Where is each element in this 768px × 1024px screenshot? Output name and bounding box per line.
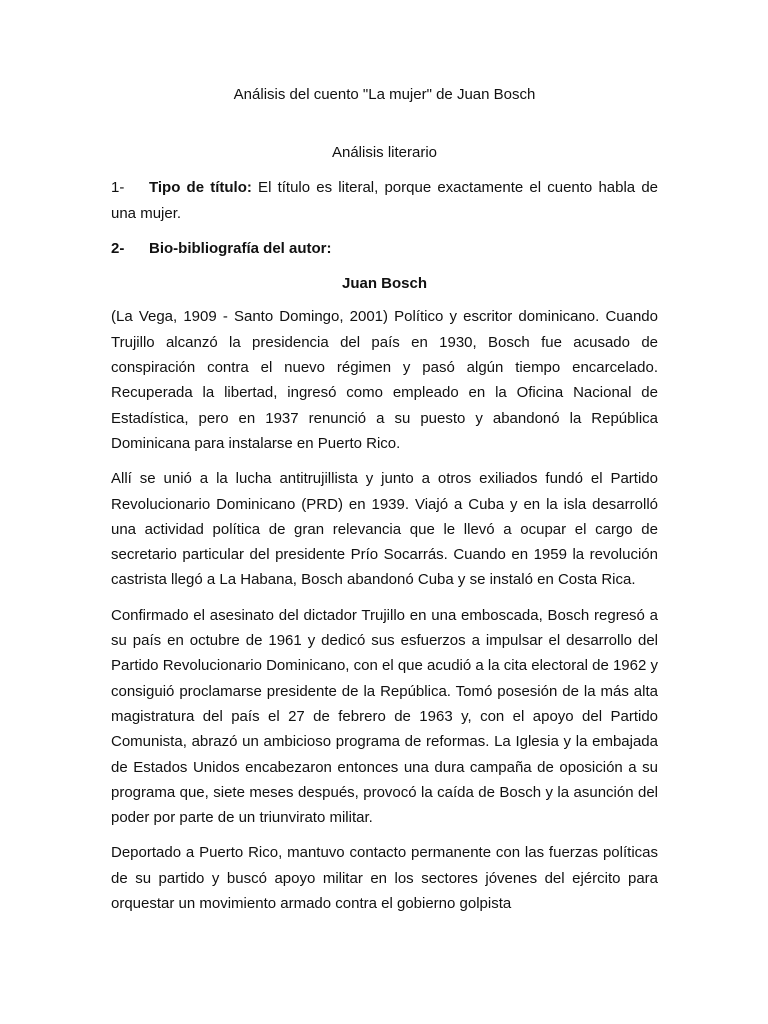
section-heading: Análisis literario [331, 144, 438, 161]
item-author-bio [111, 236, 658, 261]
item-label: Tipo de título: [149, 179, 252, 197]
document-body [111, 82, 658, 916]
item-text: El título es literal, porque exactamente el cuento habla de una mujer. [111, 179, 659, 222]
paragraph: Confirmado el asesinato del dictador Trujillo en una emboscada, Bosch regresó a su país en octubre de 1961 y dedicó sus esfuerzos a impulsar el desarrollo del Partido Revolucionario Dominicano, con el que acudió a la cita electoral de 1962 y consiguió proclamarse presidente de la República. Tomó posesión de la más alta magistratura del país el 27 de febrero de 1963 y, con el apoyo del Partido Comunista, abrazó un ambicioso programa de reformas. La Iglesia y la embajada de Estados Unidos encabezaron entonces una dura campaña de oposición a su programa que, siete meses después, provocó la caída de Bosch y la asunción del poder por parte de un triunvirato militar. [111, 606, 658, 827]
paragraph: Allí se unió a la lucha antitrujillista y junto a otros exiliados fundó el Partido Revolucionario Dominicano (PRD) en 1939. Viajó a Cuba y en la isla desarrolló una actividad política de gran relevancia que le llevó a ocupar el cargo de secretario particular del presidente Prío Socarrás. Cuando en 1959 la revolución castrista llegó a La Habana, Bosch abandonó Cuba y se instaló en Costa Rica. [111, 470, 658, 589]
author-name: Juan Bosch [341, 275, 428, 293]
item-label: Bio-bibliografía del autor: [149, 239, 332, 257]
paragraph: (La Vega, 1909 - Santo Domingo, 2001) Político y escritor dominicano. Cuando Trujillo alcanzó la presidencia del país en 1930, Bosch fue acusado de conspiración contra el nuevo régimen y pasó algún tiempo encarcelado. Recuperada la libertad, ingresó como empleado en la Oficina Nacional de Estadística, pero en 1937 renunció a su puesto y abandonó la República Dominicana para instalarse en Puerto Rico. [111, 308, 658, 452]
item-number: 1- [111, 179, 125, 197]
item-title-type [111, 175, 658, 226]
document-title: Análisis del cuento "La mujer" de Juan Bosch [233, 86, 536, 103]
item-number: 2- [111, 239, 125, 257]
paragraph: Deportado a Puerto Rico, mantuvo contacto permanente con las fuerzas políticas de su partido y buscó apoyo militar en los sectores jóvenes del ejército para orquestar un movimiento armado contra el gobierno golpista [111, 844, 658, 913]
